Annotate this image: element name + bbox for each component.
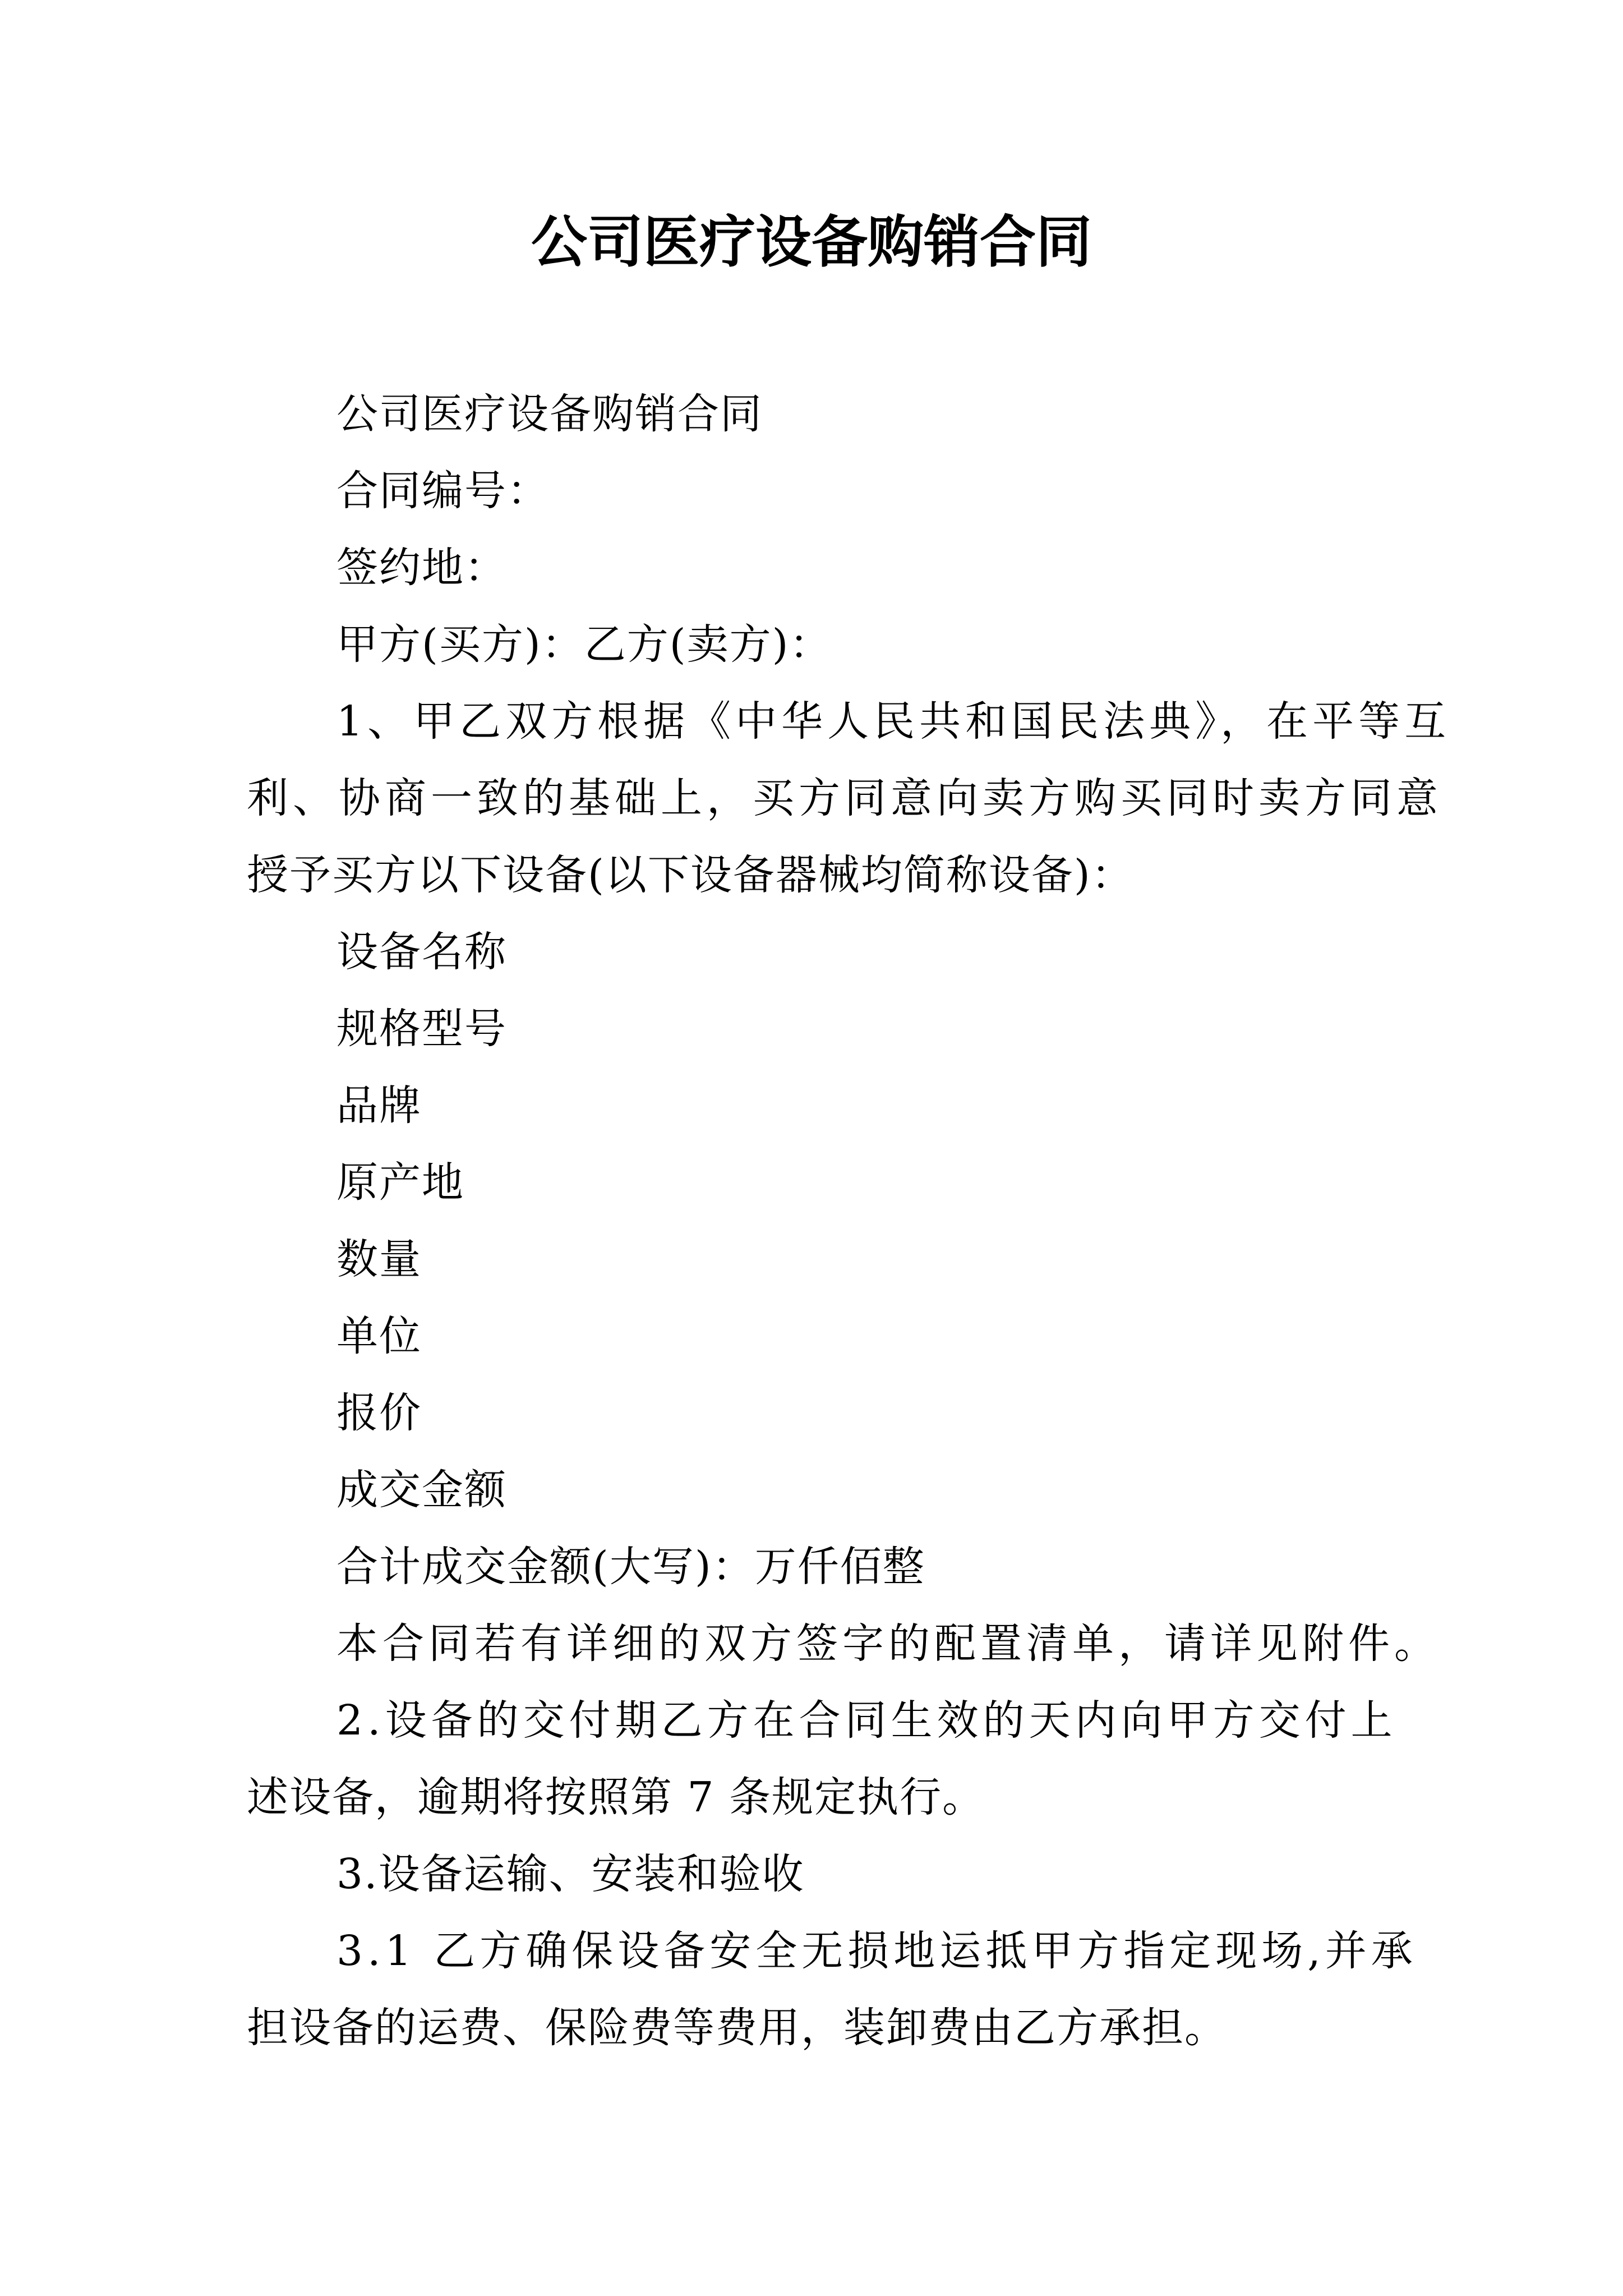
- field-unit: 单位: [336, 1312, 422, 1360]
- field-equipment-name: 设备名称: [336, 928, 507, 976]
- parties-line: 甲方(买方)：乙方(卖方)：: [336, 620, 832, 669]
- heading-line: 公司医疗设备购销合同: [336, 390, 763, 438]
- clause-3-1-line-1: 3.1 乙方确保设备安全无损地运抵甲方指定现场,并承: [336, 1927, 1417, 1975]
- field-origin: 原产地: [336, 1158, 464, 1207]
- field-quote: 报价: [336, 1389, 422, 1437]
- field-brand: 品牌: [336, 1082, 422, 1130]
- clause-2-line-1: 2.设备的交付期乙方在合同生效的天内向甲方交付上: [336, 1696, 1397, 1745]
- contract-number-label: 合同编号：: [336, 467, 550, 515]
- clause-1-line-3: 授予买方以下设备(以下设备器械均简称设备)：: [247, 851, 1134, 899]
- clause-3-heading: 3.设备运输、安装和验收: [336, 1850, 805, 1898]
- field-quantity: 数量: [336, 1235, 422, 1283]
- signing-place-label: 签约地：: [336, 544, 507, 592]
- config-list-note: 本合同若有详细的双方签字的配置清单，请详见附件。: [336, 1619, 1440, 1668]
- clause-2-line-2: 述设备，逾期将按照第 7 条规定执行。: [247, 1773, 985, 1821]
- total-amount-line: 合计成交金额(大写)：万仟佰整: [336, 1543, 925, 1591]
- field-model-spec: 规格型号: [336, 1005, 507, 1053]
- clause-3-1-line-2: 担设备的运费、保险费等费用，装卸费由乙方承担。: [247, 2004, 1227, 2052]
- field-deal-amount: 成交金额: [336, 1466, 507, 1514]
- clause-1-line-1: 1、甲乙双方根据《中华人民共和国民法典》，在平等互: [336, 697, 1451, 746]
- document-title: 公司医疗设备购销合同: [531, 209, 1092, 275]
- clause-1-line-2: 利、协商一致的基础上，买方同意向卖方购买同时卖方同意: [247, 774, 1442, 822]
